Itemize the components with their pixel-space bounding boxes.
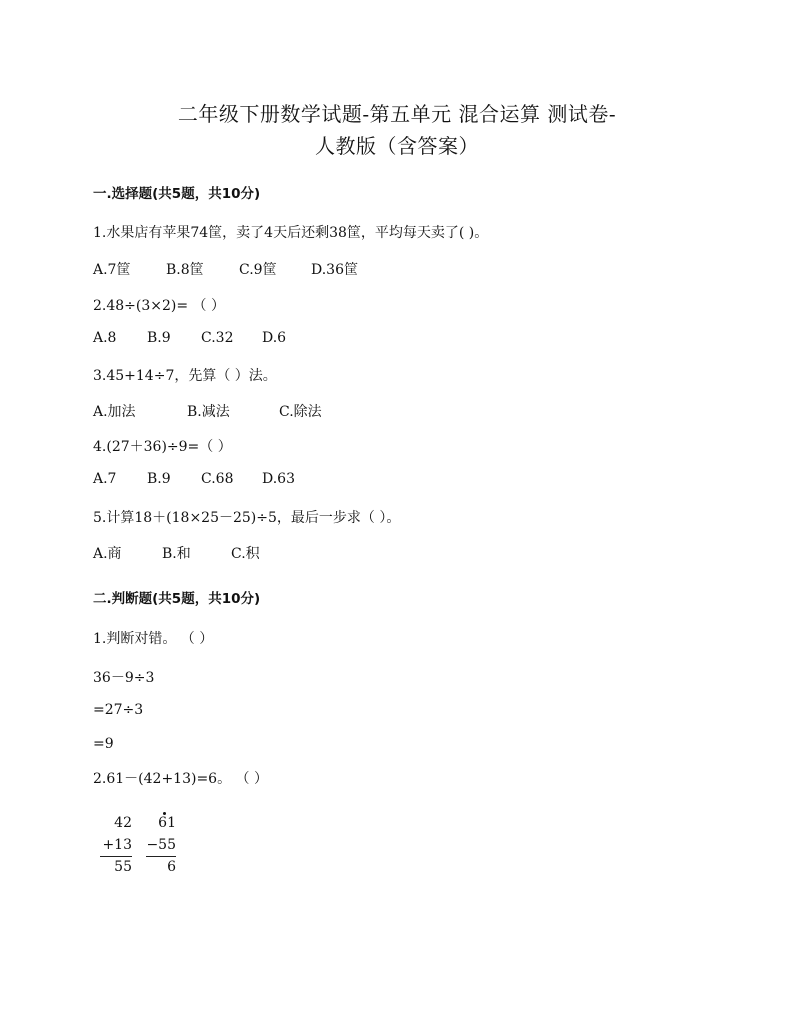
option-a: A.商: [93, 546, 122, 562]
question-1: 1.水果店有苹果74筐，卖了4天后还剩38筐，平均每天卖了( )。: [93, 225, 489, 241]
judge-question-1: 1.判断对错。 （ ）: [93, 631, 214, 647]
option-b: B.9: [147, 330, 171, 346]
judge-question-2: 2.61－(42+13)=6。 （ ）: [93, 771, 268, 787]
addend-top: 42: [114, 815, 132, 831]
calc-line-3: =9: [93, 736, 114, 752]
page-title-line2: 人教版（含答案）: [315, 134, 479, 158]
option-a: A.8: [93, 330, 117, 346]
option-a: A.加法: [93, 404, 136, 420]
question-4: 4.(27＋36)÷9=（ ）: [93, 439, 232, 455]
section-heading-choice: 一.选择题(共5题，共10分): [93, 186, 261, 202]
option-c: C.68: [201, 471, 234, 487]
question-4-options: [93, 471, 295, 487]
question-5-options: [93, 543, 260, 563]
option-c: C.32: [201, 330, 234, 346]
calc-line-2: =27÷3: [93, 702, 144, 718]
vertical-addition: [98, 812, 132, 878]
vertical-subtraction: [142, 812, 176, 878]
option-b: B.9: [147, 471, 171, 487]
option-d: D.6: [262, 330, 287, 346]
question-3: 3.45+14÷7，先算（ ）法。: [93, 368, 277, 384]
sum-result: 55: [114, 859, 132, 875]
option-a: A.7: [93, 471, 117, 487]
difference-result: 6: [167, 859, 176, 875]
question-2-options: [93, 330, 286, 346]
option-d: D.63: [262, 471, 295, 487]
option-d: D.36筐: [311, 262, 358, 278]
option-c: C.除法: [279, 404, 322, 420]
option-c: C.积: [231, 546, 260, 562]
addition-rule: [100, 856, 132, 857]
question-3-options: [93, 401, 322, 421]
option-a: A.7筐: [93, 262, 131, 278]
calc-line-1: 36－9÷3: [93, 670, 155, 686]
addend-bottom: +13: [102, 837, 132, 853]
subtraction-rule: [146, 856, 176, 857]
option-c: C.9筐: [239, 262, 277, 278]
subtrahend: −55: [146, 837, 176, 853]
page-title-line1: 二年级下册数学试题-第五单元 混合运算 测试卷-: [177, 102, 617, 126]
question-5: 5.计算18＋(18×25－25)÷5，最后一步求（ ）。: [93, 510, 401, 526]
option-b: B.减法: [187, 404, 230, 420]
minuend: 61: [158, 815, 176, 831]
section-heading-judge: 二.判断题(共5题，共10分): [93, 591, 261, 607]
borrow-dot: [163, 812, 166, 815]
option-b: B.和: [162, 546, 191, 562]
vertical-calculation: [98, 812, 198, 882]
option-b: B.8筐: [166, 262, 204, 278]
question-1-options: [93, 259, 358, 279]
question-2: 2.48÷(3×2)= （ ）: [93, 298, 226, 314]
